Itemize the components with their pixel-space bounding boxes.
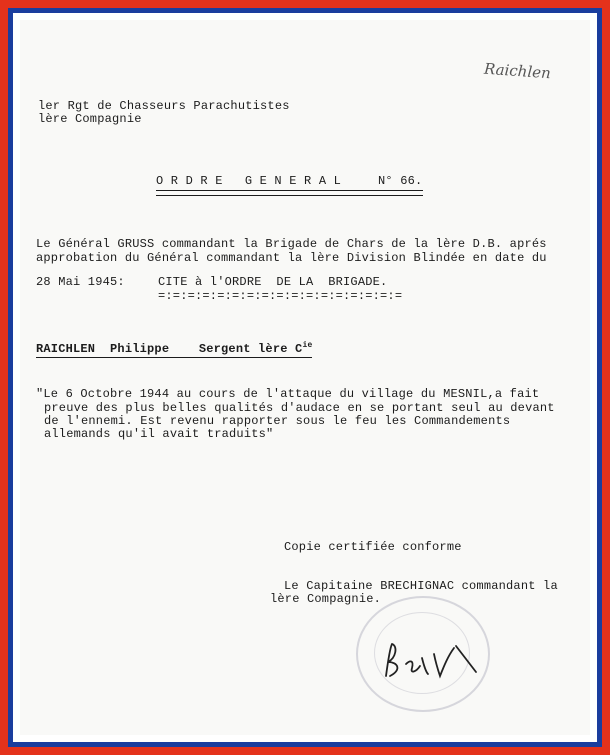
certified-copy: Copie certifiée conforme: [284, 540, 462, 554]
person-sup: ie: [302, 341, 313, 350]
citation-body-2: preuve des plus belles qualités d'audace en se portant seul au devant: [44, 401, 555, 415]
citation-dashes: =:=:=:=:=:=:=:=:=:=:=:=:=:=:=:=:=: [158, 289, 403, 303]
order-title: O R D R E G E N E R A L N° 66.: [156, 174, 423, 188]
document-page: [20, 20, 590, 735]
order-title-underline: [156, 190, 423, 196]
captain-line-1: Le Capitaine BRECHIGNAC commandant la: [284, 579, 558, 593]
intro-line-2: approbation du Général commandant la lère Division Blindée en date du: [36, 251, 547, 265]
citation-body-1: "Le 6 Octobre 1944 au cours de l'attaque du village du MESNIL,a fait: [36, 387, 540, 401]
handwritten-signature: [376, 636, 486, 686]
corner-handwritten-name: Raichlen: [483, 59, 552, 83]
citation-body-3: de l'ennemi. Est revenu rapporter sous le feu les Commandements: [44, 414, 511, 428]
captain-line-2: lère Compagnie.: [270, 592, 382, 606]
citation-body-4: allemands qu'il avait traduits": [44, 427, 274, 441]
unit-line-2: lère Compagnie: [38, 112, 142, 126]
intro-line-1: Le Général GRUSS commandant la Brigade de Chars de la lère D.B. aprés: [36, 237, 547, 251]
person-name: RAICHLEN Philippe Sergent lère C: [36, 342, 303, 356]
citation-date: 28 Mai 1945:: [36, 275, 125, 289]
person-line: [36, 340, 312, 358]
unit-line-1: ler Rgt de Chasseurs Parachutistes: [38, 99, 290, 113]
citation-text: CITE à l'ORDRE DE LA BRIGADE.: [158, 275, 388, 289]
